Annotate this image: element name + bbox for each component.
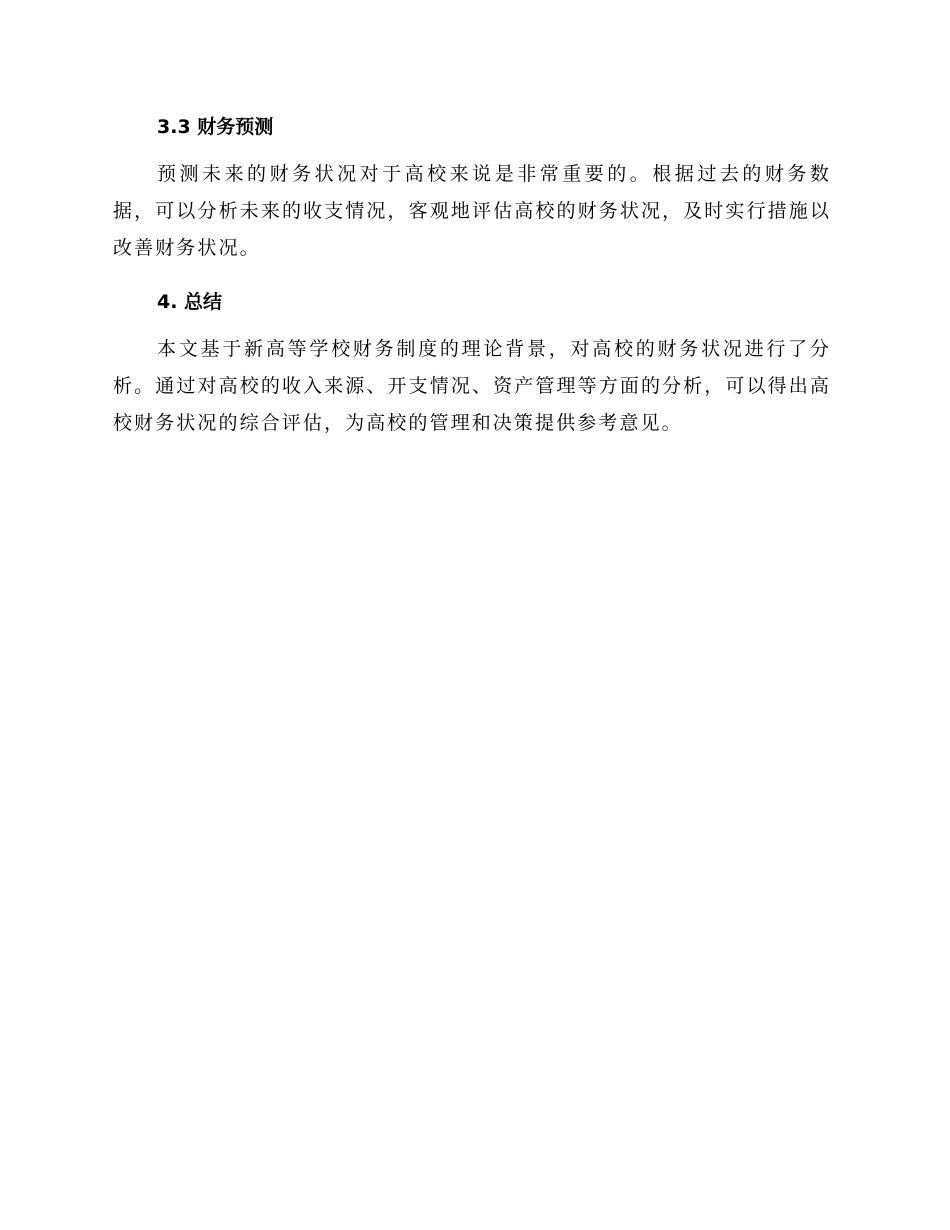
section-heading-summary: 4. 总结 bbox=[157, 291, 223, 313]
document-body bbox=[113, 112, 831, 442]
section-paragraph-summary: 本文基于新高等学校财务制度的理论背景，对高校的财务状况进行了分析。通过对高校的收入来源、开支情况、资产管理等方面的分析，可以得出高校财务状况的综合评估，为高校的管理和决策提供参考意见。 bbox=[113, 338, 831, 434]
section-heading-financial-forecast: 3.3 财务预测 bbox=[157, 116, 274, 138]
section-paragraph-financial-forecast: 预测未来的财务状况对于高校来说是非常重要的。根据过去的财务数据，可以分析未来的收支情况，客观地评估高校的财务状况，及时实行措施以改善财务状况。 bbox=[113, 163, 831, 259]
